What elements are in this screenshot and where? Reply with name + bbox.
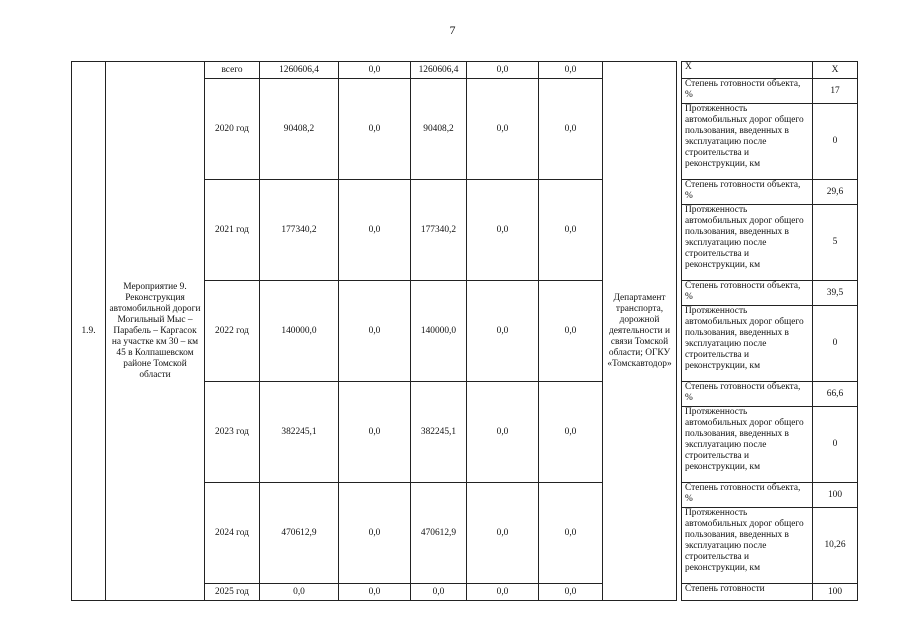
cell-local: 0,0 — [467, 483, 539, 584]
executor: Департамент транспорта, дорожной деятельности и связи Томской области; ОГКУ «Томскавтодор» — [603, 62, 677, 601]
row-label: всего — [205, 62, 260, 79]
length-value: 0 — [813, 104, 858, 180]
page-number: 7 — [449, 23, 456, 37]
indicator-readiness: Степень готовности объекта, % — [682, 79, 813, 104]
indicator-value: Х — [813, 62, 858, 79]
row-label: 2024 год — [205, 483, 260, 584]
indicator-readiness: Степень готовности объекта, % — [682, 382, 813, 407]
cell-total: 382245,1 — [260, 382, 339, 483]
cell-other: 0,0 — [539, 483, 603, 584]
indicator-length: Протяженность автомобильных дорог общего пользования, введенных в эксплуатацию после строительства и реконструкции, км — [682, 407, 813, 483]
cell-federal: 0,0 — [339, 79, 411, 180]
cell-total: 0,0 — [260, 584, 339, 601]
indicator-length: Протяженность автомобильных дорог общего пользования, введенных в эксплуатацию после строительства и реконструкции, км — [682, 508, 813, 584]
cell-federal: 0,0 — [339, 180, 411, 281]
cell-total: 177340,2 — [260, 180, 339, 281]
row-label: 2025 год — [205, 584, 260, 601]
cell-other: 0,0 — [539, 281, 603, 382]
cell-other: 0,0 — [539, 180, 603, 281]
row-label: 2023 год — [205, 382, 260, 483]
table-row-total — [72, 62, 858, 79]
readiness-value: 66,6 — [813, 382, 858, 407]
length-value: 0 — [813, 407, 858, 483]
cell-regional: 177340,2 — [411, 180, 467, 281]
cell-regional: 382245,1 — [411, 382, 467, 483]
readiness-value: 29,6 — [813, 180, 858, 205]
indicator-readiness: Степень готовности объекта, % — [682, 180, 813, 205]
item-number: 1.9. — [72, 62, 106, 601]
row-label: 2021 год — [205, 180, 260, 281]
cell-federal: 0,0 — [339, 382, 411, 483]
cell-local: 0,0 — [467, 281, 539, 382]
cell-regional: 1260606,4 — [411, 62, 467, 79]
length-value: 0 — [813, 306, 858, 382]
readiness-value: 17 — [813, 79, 858, 104]
cell-local: 0,0 — [467, 62, 539, 79]
indicator-name: Х — [682, 62, 813, 79]
cell-regional: 0,0 — [411, 584, 467, 601]
cell-total: 90408,2 — [260, 79, 339, 180]
cell-other: 0,0 — [539, 62, 603, 79]
cell-total: 1260606,4 — [260, 62, 339, 79]
cell-federal: 0,0 — [339, 584, 411, 601]
readiness-value: 100 — [813, 483, 858, 508]
cell-regional: 470612,9 — [411, 483, 467, 584]
cell-other: 0,0 — [539, 382, 603, 483]
cell-local: 0,0 — [467, 180, 539, 281]
cell-regional: 90408,2 — [411, 79, 467, 180]
cell-local: 0,0 — [467, 584, 539, 601]
cell-total: 140000,0 — [260, 281, 339, 382]
event-name: Мероприятие 9. Реконструкция автомобильной дороги Могильный Мыс – Парабель – Каргасок на участке км 30 – км 45 в Колпашевском районе Томской области — [106, 62, 205, 601]
cell-local: 0,0 — [467, 79, 539, 180]
row-label: 2020 год — [205, 79, 260, 180]
cell-federal: 0,0 — [339, 281, 411, 382]
cell-federal: 0,0 — [339, 62, 411, 79]
cell-other: 0,0 — [539, 584, 603, 601]
cell-federal: 0,0 — [339, 483, 411, 584]
indicator-readiness: Степень готовности объекта, % — [682, 281, 813, 306]
length-value: 10,26 — [813, 508, 858, 584]
program-table — [71, 61, 858, 601]
indicator-length: Протяженность автомобильных дорог общего пользования, введенных в эксплуатацию после строительства и реконструкции, км — [682, 104, 813, 180]
readiness-value: 39,5 — [813, 281, 858, 306]
indicator-readiness: Степень готовности объекта, % — [682, 483, 813, 508]
cell-regional: 140000,0 — [411, 281, 467, 382]
row-label: 2022 год — [205, 281, 260, 382]
indicator-length: Протяженность автомобильных дорог общего пользования, введенных в эксплуатацию после строительства и реконструкции, км — [682, 205, 813, 281]
indicator-name: Степень готовности — [682, 584, 813, 601]
cell-local: 0,0 — [467, 382, 539, 483]
indicator-length: Протяженность автомобильных дорог общего пользования, введенных в эксплуатацию после строительства и реконструкции, км — [682, 306, 813, 382]
length-value: 5 — [813, 205, 858, 281]
cell-total: 470612,9 — [260, 483, 339, 584]
indicator-value: 100 — [813, 584, 858, 601]
cell-other: 0,0 — [539, 79, 603, 180]
